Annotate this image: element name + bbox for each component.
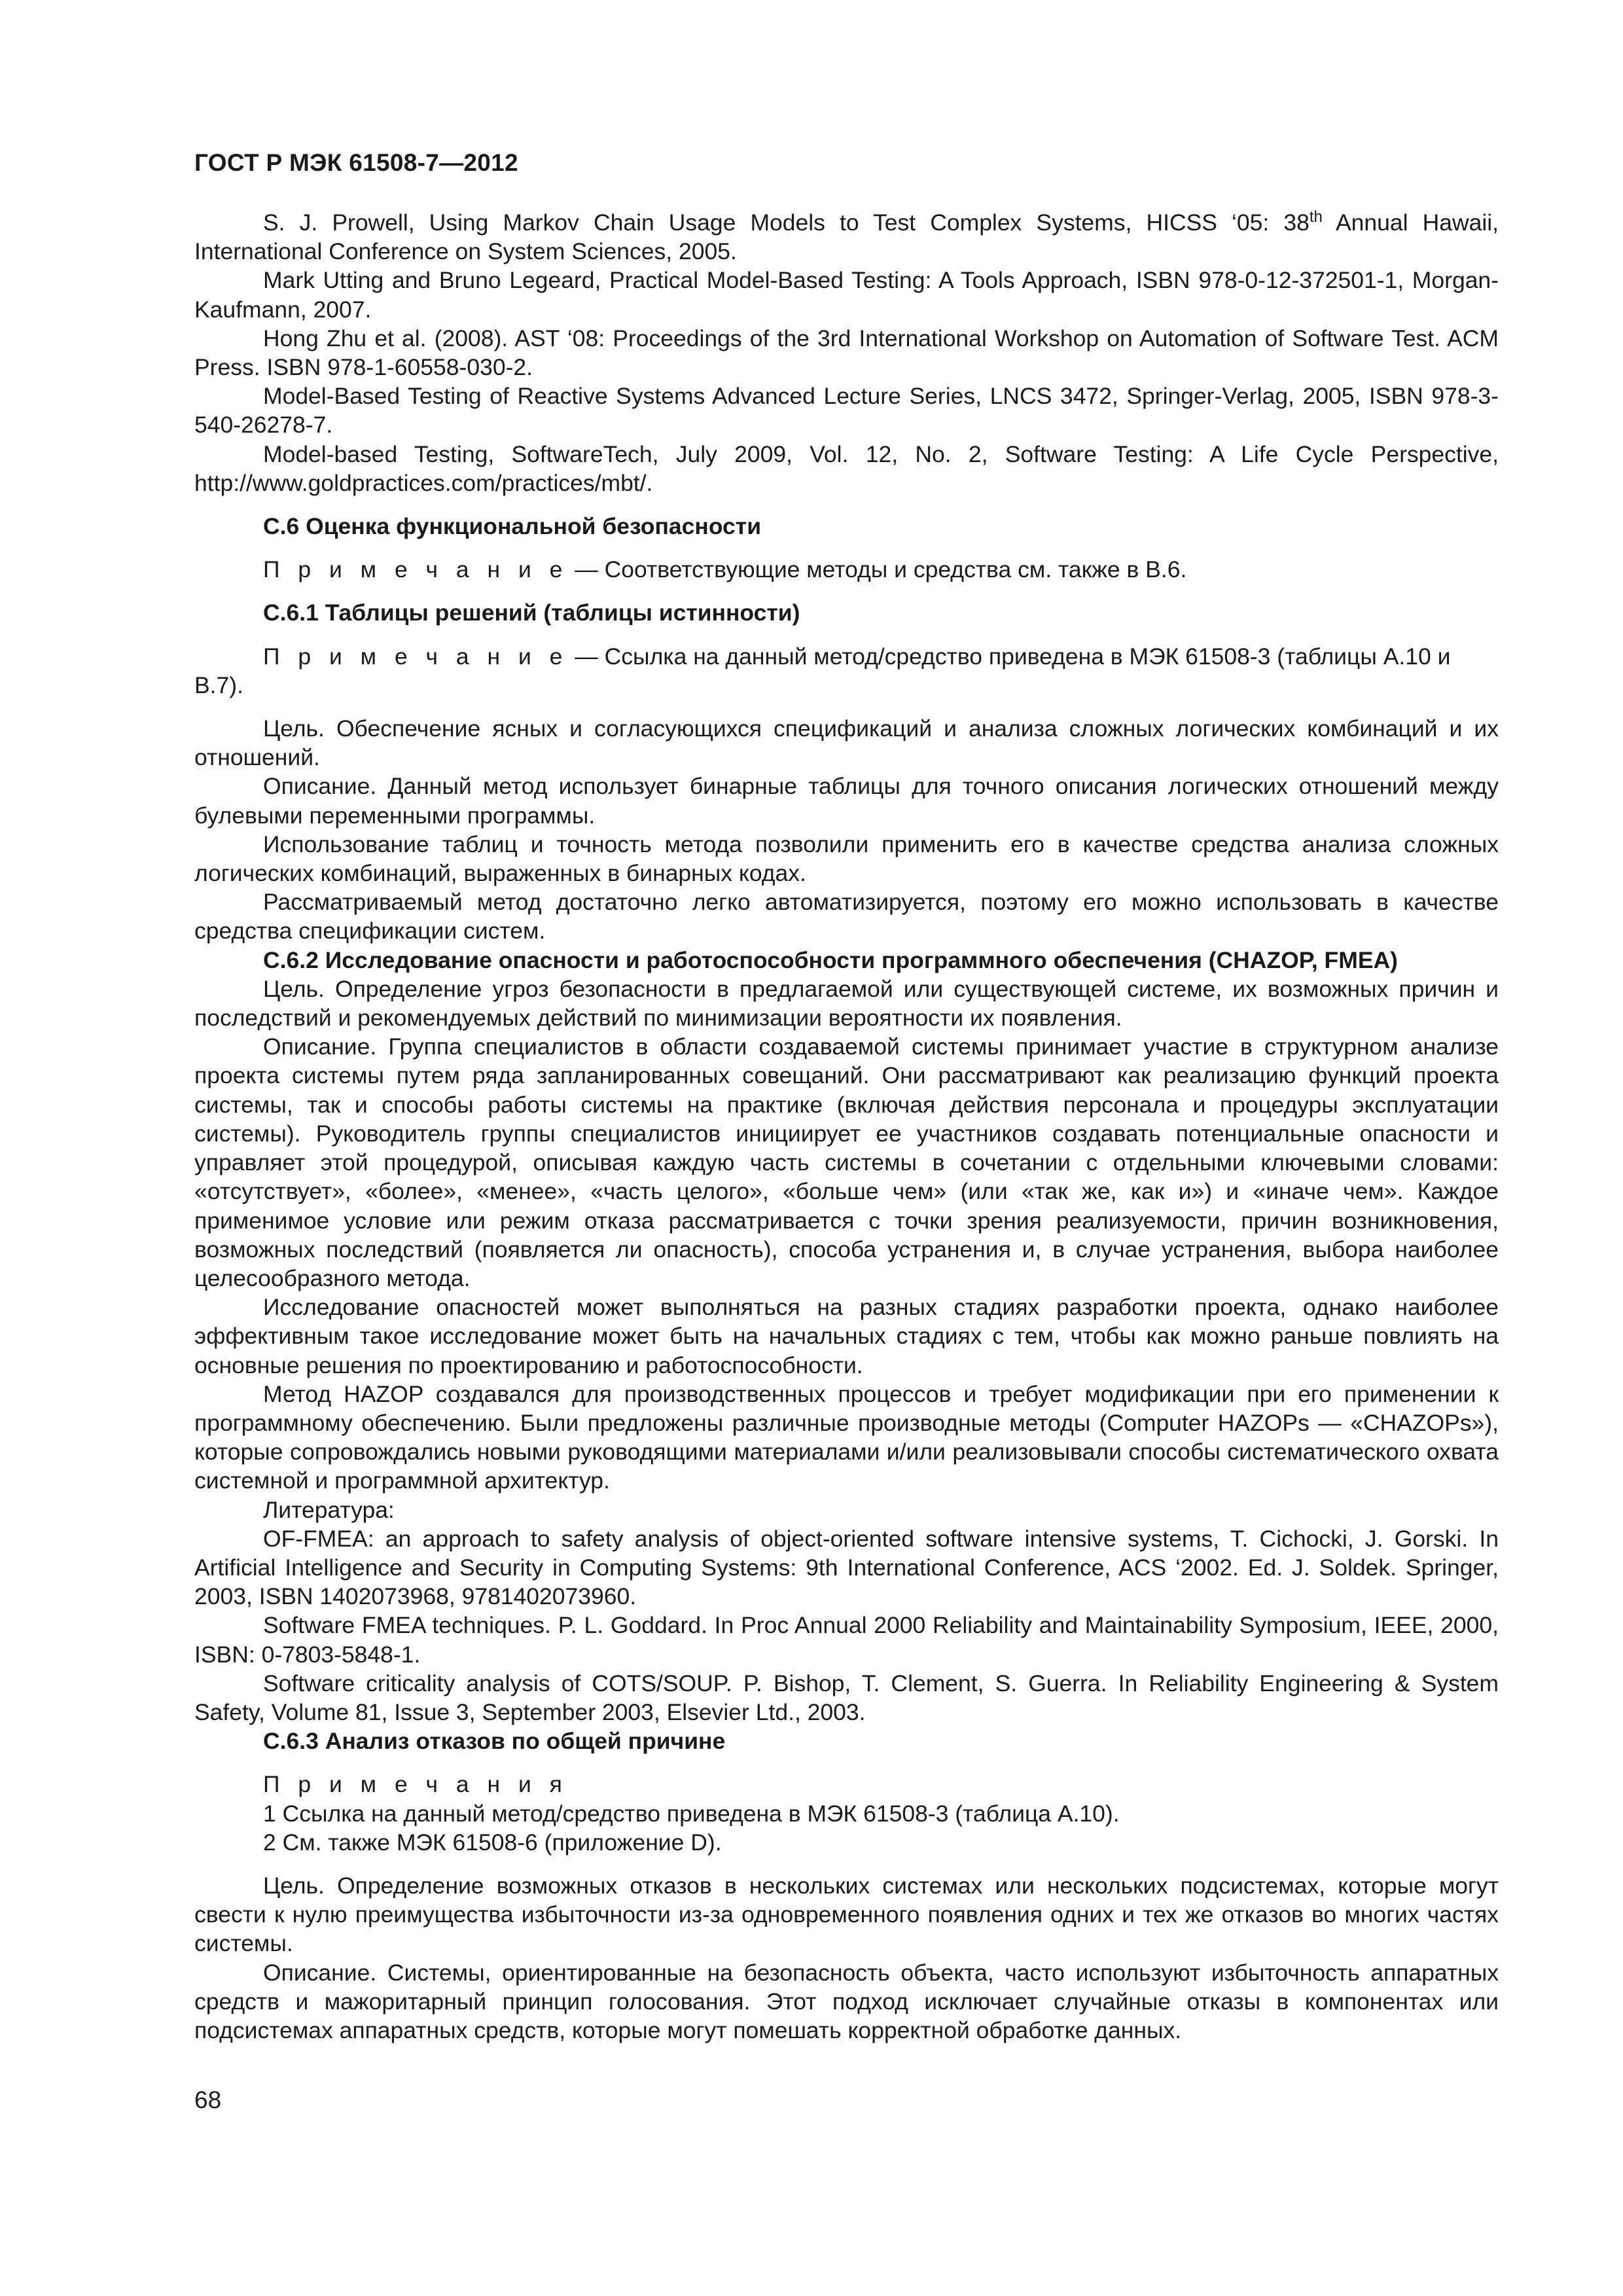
document-header: ГОСТ Р МЭК 61508-7—2012	[194, 149, 518, 176]
paragraph: Исследование опасностей может выполняться на разных стадиях разработки проекта, однако наиболее эффективным такое исследование может быть на начальных стадиях с тем, чтобы как можно раньше повлиять на основные решения по проектированию и работоспособности.	[194, 1294, 1499, 1378]
reference-text: Annual Hawaii, International Conference on System Sciences, 2005.	[194, 209, 1499, 265]
document-body	[194, 208, 1499, 2045]
section-heading: С.6.3 Анализ отказов по общей причине	[263, 1728, 726, 1755]
paragraph: Описание. Данный метод использует бинарные таблицы для точного описания логических отношений между булевыми переменными программы.	[194, 773, 1499, 829]
paragraph: Описание. Системы, ориентированные на безопасность объекта, часто используют избыточность аппаратных средств и мажоритарный принцип голосования. Этот подход исключает случайные отказы в компонентах или подсистемах аппаратных средств, которые могут помешать корректной обработке данных.	[194, 1959, 1499, 2043]
paragraph: Цель. Определение возможных отказов в нескольких системах или нескольких подсистемах, которые могут свести к нулю преимущества избыточности из-за одновременного появления одних и тех же отказов во многих частях системы.	[194, 1872, 1499, 1957]
paragraph: Цель. Определение угроз безопасности в предлагаемой или существующей системе, их возможных причин и последствий и рекомендуемых действий по минимизации вероятности их появления.	[194, 975, 1499, 1031]
note	[194, 555, 1499, 584]
paragraph: Цель. Обеспечение ясных и согласующихся спецификаций и анализа сложных логических комбинаций и их отношений.	[194, 715, 1499, 771]
reference-item	[194, 208, 1499, 266]
paragraph: Рассматриваемый метод достаточно легко автоматизируется, поэтому его можно использовать в качестве средства спецификации систем.	[194, 889, 1499, 944]
reference-text: S. J. Prowell, Using Markov Chain Usage Models to Test Complex Systems, HICSS ‘05: 38	[263, 209, 1310, 236]
reference-item: Hong Zhu et al. (2008). AST ‘08: Proceedings of the 3rd International Workshop on Automation of Software Test. ACM Press. ISBN 978-1-60558-030-2.	[194, 325, 1499, 381]
section-heading: С.6.1 Таблицы решений (таблицы истинности)	[263, 600, 800, 626]
note-label: П р и м е ч а н и е	[263, 556, 569, 583]
notes-label	[194, 1770, 1499, 1799]
paragraph: Описание. Группа специалистов в области создаваемой системы принимает участие в структурном анализе проекта системы путем ряда запланированных совещаний. Они рассматривают как реализацию функций проекта системы, так и способы работы системы на практике (включая действия персонала и процедуры эксплуатации системы). Руководитель группы специалистов инициирует ее участников создавать потенциальные опасности и управляет этой процедурой, описывая каждую часть системы в сочетании с отдельными ключевыми словами: «отсутствует», «более», «менее», «часть целого», «больше чем» (или «так же, как и») и «иначе чем». Каждое применимое условие или режим отказа рассматривается с точки зрения реализуемости, причин возникновения, возможных последствий (появляется ли опасность), способа устранения и, в случае устранения, выбора наиболее целесообразного метода.	[194, 1033, 1499, 1291]
reference-item: Software criticality analysis of COTS/SOUP. P. Bishop, T. Clement, S. Guerra. In Reliability Engineering & System Safety, Volume 81, Issue 3, September 2003, Elsevier Ltd., 2003.	[194, 1670, 1499, 1725]
reference-item: Software FMEA techniques. P. L. Goddard. In Proc Annual 2000 Reliability and Maintainability Symposium, IEEE, 2000, ISBN: 0-7803-5848-1.	[194, 1612, 1499, 1668]
section-heading: С.6.2 Исследование опасности и работоспособности программного обеспечения (CHAZOP, FMEA)	[263, 946, 1398, 973]
reference-item: Model-based Testing, SoftwareTech, July 2009, Vol. 12, No. 2, Software Testing: A Life Cycle Perspective, http://www.goldpractices.com/practices/mbt/.	[194, 440, 1499, 496]
paragraph: Метод HAZOP создавался для производственных процессов и требует модификации при его применении к программному обеспечению. Были предложены различные производные методы (Computer HAZOPs — «CHAZOPs»), которые сопровождались новыми руководящими материалами и/или реализовывали способы систематического охвата системной и программной архитектур.	[194, 1380, 1499, 1494]
note-label: П р и м е ч а н и е	[263, 643, 569, 670]
note	[194, 642, 1499, 700]
note-text: — Ссылка на данный метод/средство приведена в МЭК 61508-3 (таблицы А.10 и В.7).	[194, 643, 1451, 698]
superscript: th	[1309, 208, 1323, 226]
page-number: 68	[194, 2087, 222, 2113]
reference-item: OF-FMEA: an approach to safety analysis of object-oriented software intensive systems, T. Cichocki, J. Gorski. In Artificial Intelligence and Security in Computing Systems: 9th International Conference, ACS ‘2002. Ed. J. Soldek. Springer, 2003, ISBN 1402073968, 9781402073960.	[194, 1525, 1499, 1610]
note-text: — Соответствующие методы и средства см. также в В.6.	[568, 556, 1187, 583]
note-item: 2 См. также МЭК 61508-6 (приложение D).	[263, 1829, 722, 1856]
reference-item: Mark Utting and Bruno Legeard, Practical Model-Based Testing: A Tools Approach, ISBN 978-0-12-372501-1, Morgan-Kaufmann, 2007.	[194, 267, 1499, 323]
section-heading: С.6 Оценка функциональной безопасности	[263, 513, 762, 540]
paragraph: Литература:	[263, 1496, 395, 1523]
paragraph: Использование таблиц и точность метода позволили применить его в качестве средства анализа сложных логических комбинаций, выраженных в бинарных кодах.	[194, 831, 1499, 887]
note-item: 1 Ссылка на данный метод/средство приведена в МЭК 61508-3 (таблица А.10).	[263, 1800, 1120, 1827]
note-label: П р и м е ч а н и я	[263, 1771, 568, 1798]
reference-item: Model-Based Testing of Reactive Systems Advanced Lecture Series, LNCS 3472, Springer-Verlag, 2005, ISBN 978-3-540-26278-7.	[194, 383, 1499, 439]
